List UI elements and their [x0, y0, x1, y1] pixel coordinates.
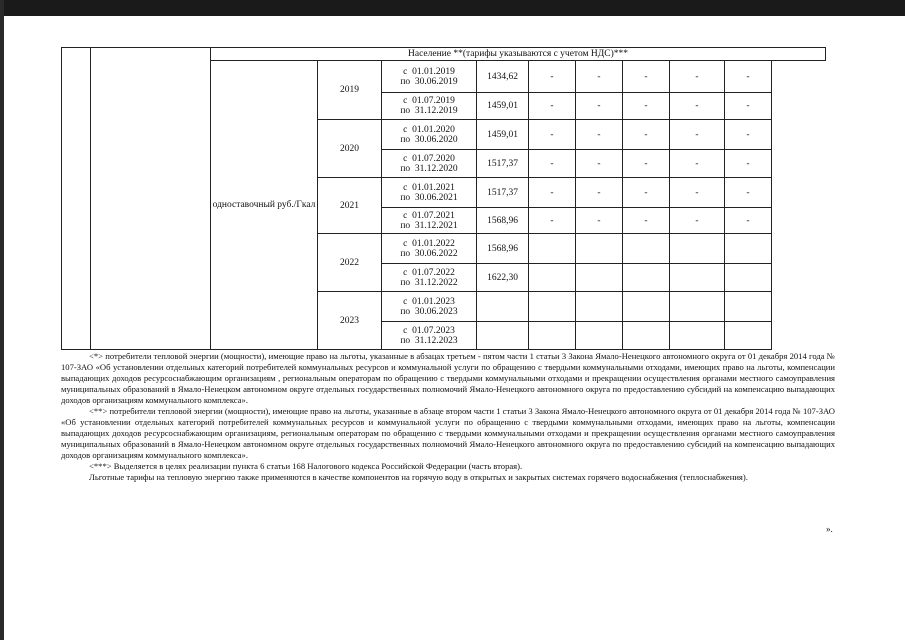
benefit-cell: - [670, 150, 725, 178]
tariff-value-cell: 1434,62 [477, 61, 529, 93]
benefit-cell: - [529, 150, 576, 178]
tariff-type-cell: одноставочный руб./Гкал [211, 61, 318, 350]
benefit-cell: - [670, 61, 725, 93]
year-cell: 2021 [318, 178, 382, 234]
period-cell [382, 150, 477, 178]
scan-top-border [0, 0, 905, 16]
period-to: по 31.12.2020 [400, 163, 458, 174]
benefit-cell: - [725, 93, 772, 120]
benefit-cell: - [529, 178, 576, 208]
benefit-cell: - [576, 208, 623, 234]
benefit-cell: - [576, 61, 623, 93]
year-cell: 2020 [318, 120, 382, 178]
benefit-cell [670, 292, 725, 322]
benefit-cell [670, 234, 725, 264]
benefit-cell: - [725, 208, 772, 234]
benefit-cell: - [670, 178, 725, 208]
period-from: с 01.01.2019 [403, 66, 455, 77]
period-cell [382, 264, 477, 292]
closing-mark: ». [826, 524, 833, 534]
tariff-table [61, 47, 826, 350]
benefit-cell [529, 292, 576, 322]
period-to: по 31.12.2023 [400, 335, 458, 346]
benefit-cell: - [623, 178, 670, 208]
period-to: по 31.12.2022 [400, 277, 458, 288]
benefit-cell [576, 322, 623, 350]
period-cell [382, 178, 477, 208]
benefit-cell: - [576, 120, 623, 150]
scan-left-border [0, 0, 4, 640]
blank-column-1 [62, 48, 91, 350]
population-header: Население **(тарифы указываются с учетом НДС)*** [211, 48, 826, 61]
footnote-2: <**> потребители тепловой энергии (мощности), имеющие право на льготы, указанные в абзаце втором части 1 статьи 3 Закона Ямало-Ненецкого автономного округа от 01 декабря 2014 года № 107-ЗАО «Об установлении отдельных категорий потребителей коммунальных ресурсов и коммунальной услуги по обращению с твердыми коммунальными отходами, имеющих право на льготы, компенсации выпадающих доходов ресурсоснабжающим организациям, региональным операторам по обращению с твердыми коммунальными отходами и прекращении осуществления органами местного самоуправления муниципальных образований в Ямало-Ненецком автономном округе отдельных государственных полномочий Ямало-Ненецкого автономного округа по предоставлению субсидий на компенсацию выпадающих доходов организациям коммунального комплекса». [61, 406, 835, 460]
benefit-cell: - [576, 150, 623, 178]
period-to: по 30.06.2023 [400, 306, 458, 317]
benefit-cell [670, 264, 725, 292]
year-cell: 2019 [318, 61, 382, 120]
benefit-cell [623, 322, 670, 350]
period-cell [382, 292, 477, 322]
period-from: с 01.01.2021 [403, 182, 455, 193]
benefit-cell: - [623, 208, 670, 234]
benefit-cell: - [670, 93, 725, 120]
tariff-value-cell: 1622,30 [477, 264, 529, 292]
period-from: с 01.01.2023 [403, 296, 455, 307]
tariff-value-cell: 1517,37 [477, 178, 529, 208]
benefit-cell [529, 264, 576, 292]
tariff-value-cell [477, 292, 529, 322]
period-to: по 30.06.2021 [400, 192, 458, 203]
benefit-cell: - [623, 120, 670, 150]
tariff-value-cell: 1568,96 [477, 208, 529, 234]
period-from: с 01.07.2023 [403, 325, 455, 336]
period-from: с 01.07.2020 [403, 153, 455, 164]
year-cell: 2023 [318, 292, 382, 350]
period-from: с 01.07.2021 [403, 210, 455, 221]
benefit-cell: - [623, 150, 670, 178]
tariff-value-cell: 1459,01 [477, 120, 529, 150]
benefit-cell: - [725, 178, 772, 208]
benefit-cell [725, 234, 772, 264]
period-cell [382, 93, 477, 120]
period-to: по 31.12.2021 [400, 220, 458, 231]
benefit-cell [576, 264, 623, 292]
period-cell [382, 234, 477, 264]
period-from: с 01.01.2022 [403, 238, 455, 249]
tariff-value-cell: 1568,96 [477, 234, 529, 264]
footnotes [61, 351, 835, 483]
period-from: с 01.07.2022 [403, 267, 455, 278]
period-cell [382, 61, 477, 93]
benefit-cell [725, 264, 772, 292]
benefit-cell [623, 292, 670, 322]
benefit-cell [576, 234, 623, 264]
benefit-cell: - [623, 93, 670, 120]
year-cell: 2022 [318, 234, 382, 292]
benefit-cell: - [576, 178, 623, 208]
period-to: по 30.06.2022 [400, 248, 458, 259]
benefit-cell: - [529, 120, 576, 150]
benefit-cell [576, 292, 623, 322]
benefit-cell: - [670, 120, 725, 150]
period-cell [382, 120, 477, 150]
period-from: с 01.01.2020 [403, 124, 455, 135]
benefit-cell: - [529, 208, 576, 234]
period-cell [382, 322, 477, 350]
benefit-cell [529, 234, 576, 264]
period-from: с 01.07.2019 [403, 96, 455, 106]
benefit-cell: - [725, 61, 772, 93]
benefit-cell: - [623, 61, 670, 93]
benefit-cell [725, 322, 772, 350]
blank-column-2 [91, 48, 211, 350]
footnote-1: <*> потребители тепловой энергии (мощности), имеющие право на льготы, указанные в абзацах третьем - пятом части 1 статьи 3 Закона Ямало-Ненецкого автономного округа от 01 декабря 2014 года № 107-ЗАО «Об установлении отдельных категорий потребителей коммунальных ресурсов и коммунальной услуги по обращению с твердыми коммунальными отходами, имеющих право на льготы, компенсации выпадающих доходов ресурсоснабжающим организациям , региональным операторам по обращению с твердыми коммунальными отходами и прекращении осуществления органами местного самоуправления муниципальных образований в Ямало-Ненецком автономном округе отдельных государственных полномочий Ямало-Ненецкого автономного округа по предоставлению субсидий на компенсацию выпадающих доходов организациям коммунального комплекса». [61, 351, 835, 405]
table-header-row [62, 48, 826, 61]
tariff-value-cell [477, 322, 529, 350]
tariff-value-cell: 1517,37 [477, 150, 529, 178]
period-to: по 30.06.2020 [400, 134, 458, 145]
benefit-cell: - [576, 93, 623, 120]
benefit-cell [670, 322, 725, 350]
benefit-cell: - [725, 120, 772, 150]
benefit-cell: - [529, 61, 576, 93]
benefit-cell [623, 264, 670, 292]
benefit-cell: - [670, 208, 725, 234]
benefit-cell [623, 234, 670, 264]
period-cell [382, 208, 477, 234]
footnote-3: <***> Выделяется в целях реализации пункта 6 статьи 168 Налогового кодекса Российской Федерации (часть вторая). [89, 461, 523, 471]
benefit-cell [529, 322, 576, 350]
period-to: по 31.12.2019 [400, 106, 458, 116]
period-to: по 30.06.2019 [400, 76, 458, 87]
footnote-4: Льготные тарифы на тепловую энергию также применяются в качестве компонентов на горячую воду в открытых и закрытых системах горячего водоснабжения (теплоснабжения). [89, 472, 748, 482]
benefit-cell [725, 292, 772, 322]
tariff-value-cell: 1459,01 [477, 93, 529, 120]
benefit-cell: - [725, 150, 772, 178]
benefit-cell: - [529, 93, 576, 120]
